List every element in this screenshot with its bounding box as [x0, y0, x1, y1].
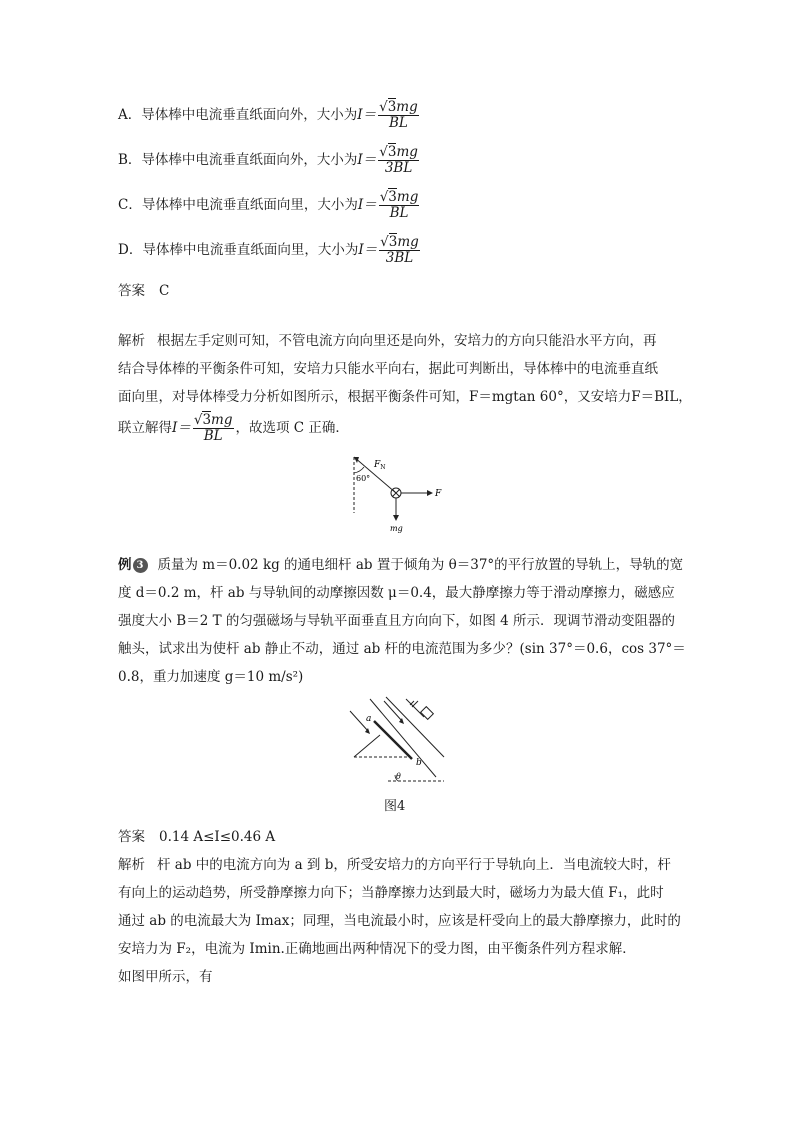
option-a: A．导体棒中电流垂直纸面向外，大小为I＝ $\frac{√3mg}{BL}$ [118, 99, 418, 131]
mg-label: mg [390, 524, 403, 533]
answer-1: 答案 C [118, 283, 170, 299]
angle-label: 60° [356, 474, 371, 483]
fraction: $\frac{√3mg}{BL}$ [379, 99, 418, 131]
analysis-2-line-1: 解析 杆 ab 中的电流方向为 a 到 b，所受安培力的方向平行于导轨向上．当电流较大时，杆 [118, 857, 671, 873]
example-3-line-5: 0.8，重力加速度 g＝10 m/s²) [118, 669, 304, 685]
example-3-line-3: 强度大小 B＝2 T 的匀强磁场与导轨平面垂直且方向向下，如图 4 所示．现调节滑动变阻器的 [118, 613, 676, 629]
analysis-1-line-3: 面向里，对导体棒受力分析如图所示，根据平衡条件可知，F＝mgtan 60°，又安培力F＝BIL， [118, 389, 692, 405]
force-diagram [340, 455, 460, 535]
analysis-1-line-1: 解析 根据左手定则可知，不管电流方向向里还是向外，安培力的方向只能沿水平方向，再 [118, 333, 657, 349]
analysis-2-line-5: 如图甲所示，有 [118, 969, 213, 985]
analysis-2-line-3: 通过 ab 的电流最大为 Imax；同理，当电流最小时，应该是杆受向上的最大静摩擦力，此时的 [118, 913, 681, 929]
fraction: $\frac{√3mg}{BL}$ [193, 412, 233, 444]
fraction: $\frac{√3mg}{3BL}$ [380, 234, 419, 266]
a-label: a [366, 714, 372, 724]
fraction: $\frac{√3mg}{3BL}$ [379, 144, 418, 176]
analysis-2-line-2: 有向上的运动趋势，所受静摩擦力向下；当静摩擦力达到最大时，磁场力为最大值 F₁，此时 [118, 885, 664, 901]
fraction: $\frac{√3mg}{BL}$ [379, 189, 419, 221]
analysis-2-line-4: 安培力为 F₂，电流为 Imin.正确地画出两种情况下的受力图，由平衡条件列方程求解． [118, 941, 636, 957]
example-3-line-2: 度 d＝0.2 m，杆 ab 与导轨间的动摩擦因数 μ＝0.4，最大静摩擦力等于滑动摩擦力，磁感应 [118, 585, 675, 601]
f-label: F [435, 489, 442, 499]
theta-label: θ [396, 772, 401, 781]
fn-label: $F_N$ [374, 460, 386, 471]
answer-2: 答案 0.14 A≤I≤0.46 A [118, 829, 276, 845]
example-3-line-1: 例 3 质量为 m＝0.02 kg 的通电细杆 ab 置于倾角为 θ＝37°的平行放置的导轨上，导轨的宽 [118, 557, 684, 573]
example-3-line-4: 触头，试求出为使杆 ab 静止不动，通过 ab 杆的电流范围为多少？(sin 37°＝0.6，cos 37°＝ [118, 641, 686, 657]
b-label: b [416, 758, 422, 768]
option-b: B．导体棒中电流垂直纸面向外，大小为I＝ $\frac{√3mg}{3BL}$ [118, 144, 418, 176]
analysis-1-line-4: 联立解得I＝ $\frac{√3mg}{BL}$ ，故选项 C 正确． [118, 412, 349, 444]
option-d: D．导体棒中电流垂直纸面向里，大小为I＝ $\frac{√3mg}{3BL}$ [118, 234, 419, 266]
option-c: C．导体棒中电流垂直纸面向里，大小为I＝ $\frac{√3mg}{BL}$ [118, 189, 419, 221]
figure-caption: 图4 [384, 799, 406, 814]
example-number-badge: 3 [133, 558, 148, 573]
analysis-1-line-2: 结合导体棒的平衡条件可知，安培力只能水平向右，据此可判断出，导体棒中的电流垂直纸 [118, 361, 658, 377]
rail-diagram [340, 695, 450, 787]
